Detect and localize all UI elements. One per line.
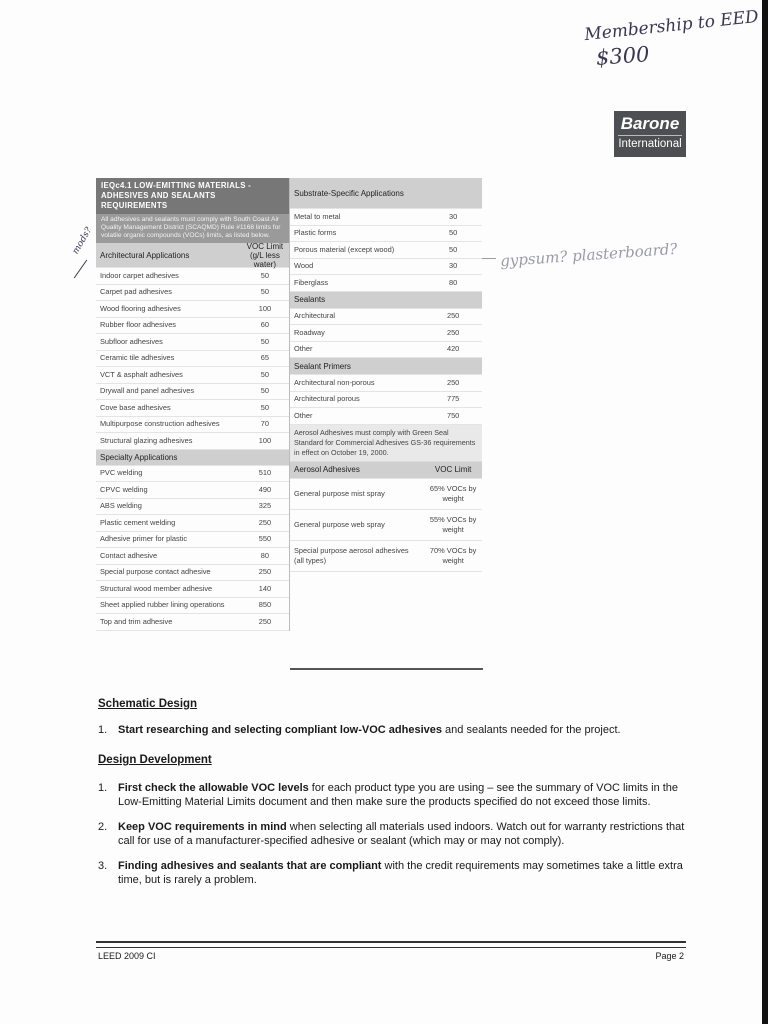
row-value: 70 xyxy=(260,419,270,429)
row-value: 250 xyxy=(258,567,272,577)
row-value: 50 xyxy=(449,244,458,254)
table-row xyxy=(96,515,289,532)
row-value: 80 xyxy=(449,277,458,287)
handwritten-note-right: gypsum? plasterboard? xyxy=(499,239,678,271)
row-label: General purpose web spray xyxy=(294,519,385,529)
table-title: IEQc4.1 LOW-EMITTING MATERIALS - ADHESIVES AND SEALANTS REQUIREMENTS xyxy=(96,178,289,214)
table-row xyxy=(290,408,482,425)
row-label: Plastic cement welding xyxy=(100,517,176,527)
item-text xyxy=(118,781,688,809)
table-header-row xyxy=(96,243,289,268)
table-row xyxy=(96,301,289,318)
list-item xyxy=(98,723,688,737)
schematic-design-heading: Schematic Design xyxy=(98,698,198,710)
row-value: 50 xyxy=(260,336,270,346)
row-label: Wood xyxy=(294,261,314,271)
footer-rule xyxy=(96,941,686,948)
row-value: 30 xyxy=(449,261,458,271)
row-label: ABS welding xyxy=(100,501,142,511)
row-value: 250 xyxy=(446,377,460,387)
row-label: Drywall and panel adhesives xyxy=(100,386,195,396)
table-row xyxy=(96,334,289,351)
row-value: 250 xyxy=(258,616,272,626)
row-value: 65% VOCs by weight xyxy=(429,483,477,503)
row-value: 50 xyxy=(260,270,270,280)
specialty-heading: Specialty Applications xyxy=(100,452,178,462)
substrate-heading: Substrate-Specific Applications xyxy=(294,188,404,198)
table-row xyxy=(290,226,482,243)
table-row xyxy=(96,433,289,450)
row-value: 30 xyxy=(449,211,458,221)
table-row xyxy=(290,325,482,342)
design-development-section xyxy=(98,753,688,887)
table-row xyxy=(290,209,482,226)
row-label: PVC welding xyxy=(100,468,143,478)
item-number: 2. xyxy=(98,821,108,833)
item-number: 3. xyxy=(98,860,108,872)
row-label: VCT & asphalt adhesives xyxy=(100,369,183,379)
row-value: 510 xyxy=(258,468,272,478)
architectural-rows xyxy=(96,268,289,450)
specialty-heading-row xyxy=(96,450,289,466)
handwritten-note-left: mods? xyxy=(70,225,95,257)
row-label: Adhesive primer for plastic xyxy=(100,534,188,544)
table-row xyxy=(290,392,482,409)
row-value: 50 xyxy=(260,369,270,379)
table-row xyxy=(290,375,482,392)
row-label: Fiberglass xyxy=(294,277,329,287)
table-row xyxy=(96,384,289,401)
table-row xyxy=(96,482,289,499)
sealants-heading-row xyxy=(290,292,482,309)
aerosol-note: Aerosol Adhesives must comply with Green Seal Standard for Commercial Adhesives GS-36 requirements in effect on October 19, 2000. xyxy=(290,425,482,462)
row-value: 750 xyxy=(446,410,460,420)
row-value: 140 xyxy=(258,583,272,593)
row-label: Structural glazing adhesives xyxy=(100,435,193,445)
item-rest: and sealants needed for the project. xyxy=(441,724,621,736)
row-label: Structural wood member adhesive xyxy=(100,583,213,593)
row-label: CPVC welding xyxy=(100,484,148,494)
substrate-heading-row xyxy=(290,178,482,209)
header-architectural-applications: Architectural Applications xyxy=(100,250,190,260)
list-item xyxy=(98,781,688,809)
table-row xyxy=(96,318,289,335)
schematic-design-section xyxy=(98,697,688,737)
row-value: 70% VOCs by weight xyxy=(429,545,477,565)
footer-page-number: Page 2 xyxy=(655,951,684,961)
row-value: 50 xyxy=(260,402,270,412)
table-row xyxy=(290,259,482,276)
logo-name: Barone xyxy=(620,114,680,133)
row-label: Architectural porous xyxy=(294,394,360,404)
table-row xyxy=(96,285,289,302)
aerosol-header-row xyxy=(290,462,482,479)
row-label: Multipurpose construction adhesives xyxy=(100,419,220,429)
row-label: Rubber floor adhesives xyxy=(100,320,177,330)
primers-heading-row xyxy=(290,358,482,375)
row-value: 50 xyxy=(260,386,270,396)
table-row xyxy=(290,309,482,326)
row-label: Contact adhesive xyxy=(100,550,158,560)
row-label: Special purpose contact adhesive xyxy=(100,567,211,577)
row-value: 65 xyxy=(260,353,270,363)
row-value: 50 xyxy=(449,228,458,238)
item-text xyxy=(118,723,621,737)
table-row xyxy=(96,417,289,434)
row-label: Cove base adhesives xyxy=(100,402,171,412)
row-label: Sheet applied rubber lining operations xyxy=(100,600,225,610)
row-label: Indoor carpet adhesives xyxy=(100,270,179,280)
row-value: 55% VOCs by weight xyxy=(429,514,477,534)
table-row xyxy=(290,510,482,541)
table-row xyxy=(96,351,289,368)
row-value: 80 xyxy=(260,550,270,560)
row-value: 50 xyxy=(260,287,270,297)
table-note: All adhesives and sealants must comply with South Coast Air Quality Management District (SCAQMD) Rule #1168 limits for volatile organic compounds (VOCs) limits, as listed below. xyxy=(96,214,289,243)
row-label: Roadway xyxy=(294,327,325,337)
handwritten-price: $300 xyxy=(595,42,651,70)
primers-heading: Sealant Primers xyxy=(294,361,351,371)
table-row xyxy=(290,275,482,292)
handwritten-note-top: Membership to EED xyxy=(583,6,760,46)
voc-limits-table-right xyxy=(290,178,482,572)
row-value: 60 xyxy=(260,320,270,330)
table-row xyxy=(96,466,289,483)
aerosol-rows xyxy=(290,479,482,572)
item-number: 1. xyxy=(98,782,108,794)
table-row xyxy=(96,367,289,384)
item-rest: with the credit requirements may sometimes take a little extra time, but is rarely a problem. xyxy=(118,860,683,886)
logo-subtitle: International xyxy=(618,135,682,151)
table-row xyxy=(290,541,482,572)
specialty-rows xyxy=(96,466,289,631)
table-row xyxy=(290,479,482,510)
table-row xyxy=(96,581,289,598)
item-lead: Keep VOC requirements in mind xyxy=(118,821,287,833)
row-value: 100 xyxy=(258,303,272,313)
table-row xyxy=(96,548,289,565)
handwritten-tick-mark xyxy=(74,260,87,279)
table-row xyxy=(96,532,289,549)
row-value: 550 xyxy=(258,534,272,544)
header-voc-limit: VOC Limit (g/L less water) xyxy=(246,241,284,269)
row-value: 490 xyxy=(258,484,272,494)
table-row xyxy=(96,614,289,631)
row-value: 325 xyxy=(258,501,272,511)
row-label: Plastic forms xyxy=(294,228,337,238)
row-label: General purpose mist spray xyxy=(294,488,385,498)
list-item xyxy=(98,820,688,848)
row-label: Top and trim adhesive xyxy=(100,616,173,626)
sealants-heading: Sealants xyxy=(294,295,326,304)
item-lead: Finding adhesives and sealants that are compliant xyxy=(118,860,382,872)
list-item xyxy=(98,859,688,887)
row-label: Wood flooring adhesives xyxy=(100,303,181,313)
item-lead: First check the allowable VOC levels xyxy=(118,782,309,794)
row-value: 250 xyxy=(258,517,272,527)
table-bottom-rule xyxy=(290,668,483,670)
row-label: Subfloor adhesives xyxy=(100,336,163,346)
item-text xyxy=(118,820,688,848)
item-rest: for each product type you are using – see the summary of VOC limits in the Low-Emitting Material Limits document and then make sure the products specified do not exceed those limits. xyxy=(118,782,679,808)
item-rest: when selecting all materials used indoors. Watch out for warranty restrictions that call for use of a manufacturer-specified adhesive or sealant (which may or may not comply). xyxy=(118,821,685,847)
table-row xyxy=(96,400,289,417)
table-row xyxy=(290,242,482,259)
table-row xyxy=(96,565,289,582)
item-text xyxy=(118,859,688,887)
row-label: Ceramic tile adhesives xyxy=(100,353,175,363)
row-label: Carpet pad adhesives xyxy=(100,287,172,297)
row-value: 850 xyxy=(258,600,272,610)
row-value: 250 xyxy=(446,327,460,337)
row-label: Porous material (except wood) xyxy=(294,244,395,254)
row-label: Other xyxy=(294,344,313,354)
row-value: 775 xyxy=(446,394,460,404)
header-aerosol-voc-limit: VOC Limit xyxy=(434,465,472,474)
row-value: 420 xyxy=(446,344,460,354)
item-lead: Start researching and selecting compliant low-VOC adhesives xyxy=(118,724,442,736)
primer-rows xyxy=(290,375,482,425)
footer-document-name: LEED 2009 CI xyxy=(98,951,156,961)
row-label: Metal to metal xyxy=(294,211,341,221)
table-row xyxy=(96,598,289,615)
row-value: 100 xyxy=(258,435,272,445)
row-label: Architectural xyxy=(294,311,336,321)
table-row xyxy=(96,499,289,516)
voc-limits-table-left xyxy=(96,178,290,631)
table-row xyxy=(96,268,289,285)
row-label: Architectural non-porous xyxy=(294,377,375,387)
scan-edge xyxy=(762,0,768,1024)
design-development-heading: Design Development xyxy=(98,754,212,766)
row-value: 250 xyxy=(446,311,460,321)
header-aerosol-adhesives: Aerosol Adhesives xyxy=(294,465,360,474)
table-row xyxy=(290,342,482,359)
substrate-rows xyxy=(290,209,482,292)
row-label: Other xyxy=(294,410,313,420)
item-number: 1. xyxy=(98,724,108,736)
barone-logo xyxy=(614,111,686,157)
row-label: Special purpose aerosol adhesives (all types) xyxy=(294,545,409,565)
sealant-rows xyxy=(290,309,482,359)
